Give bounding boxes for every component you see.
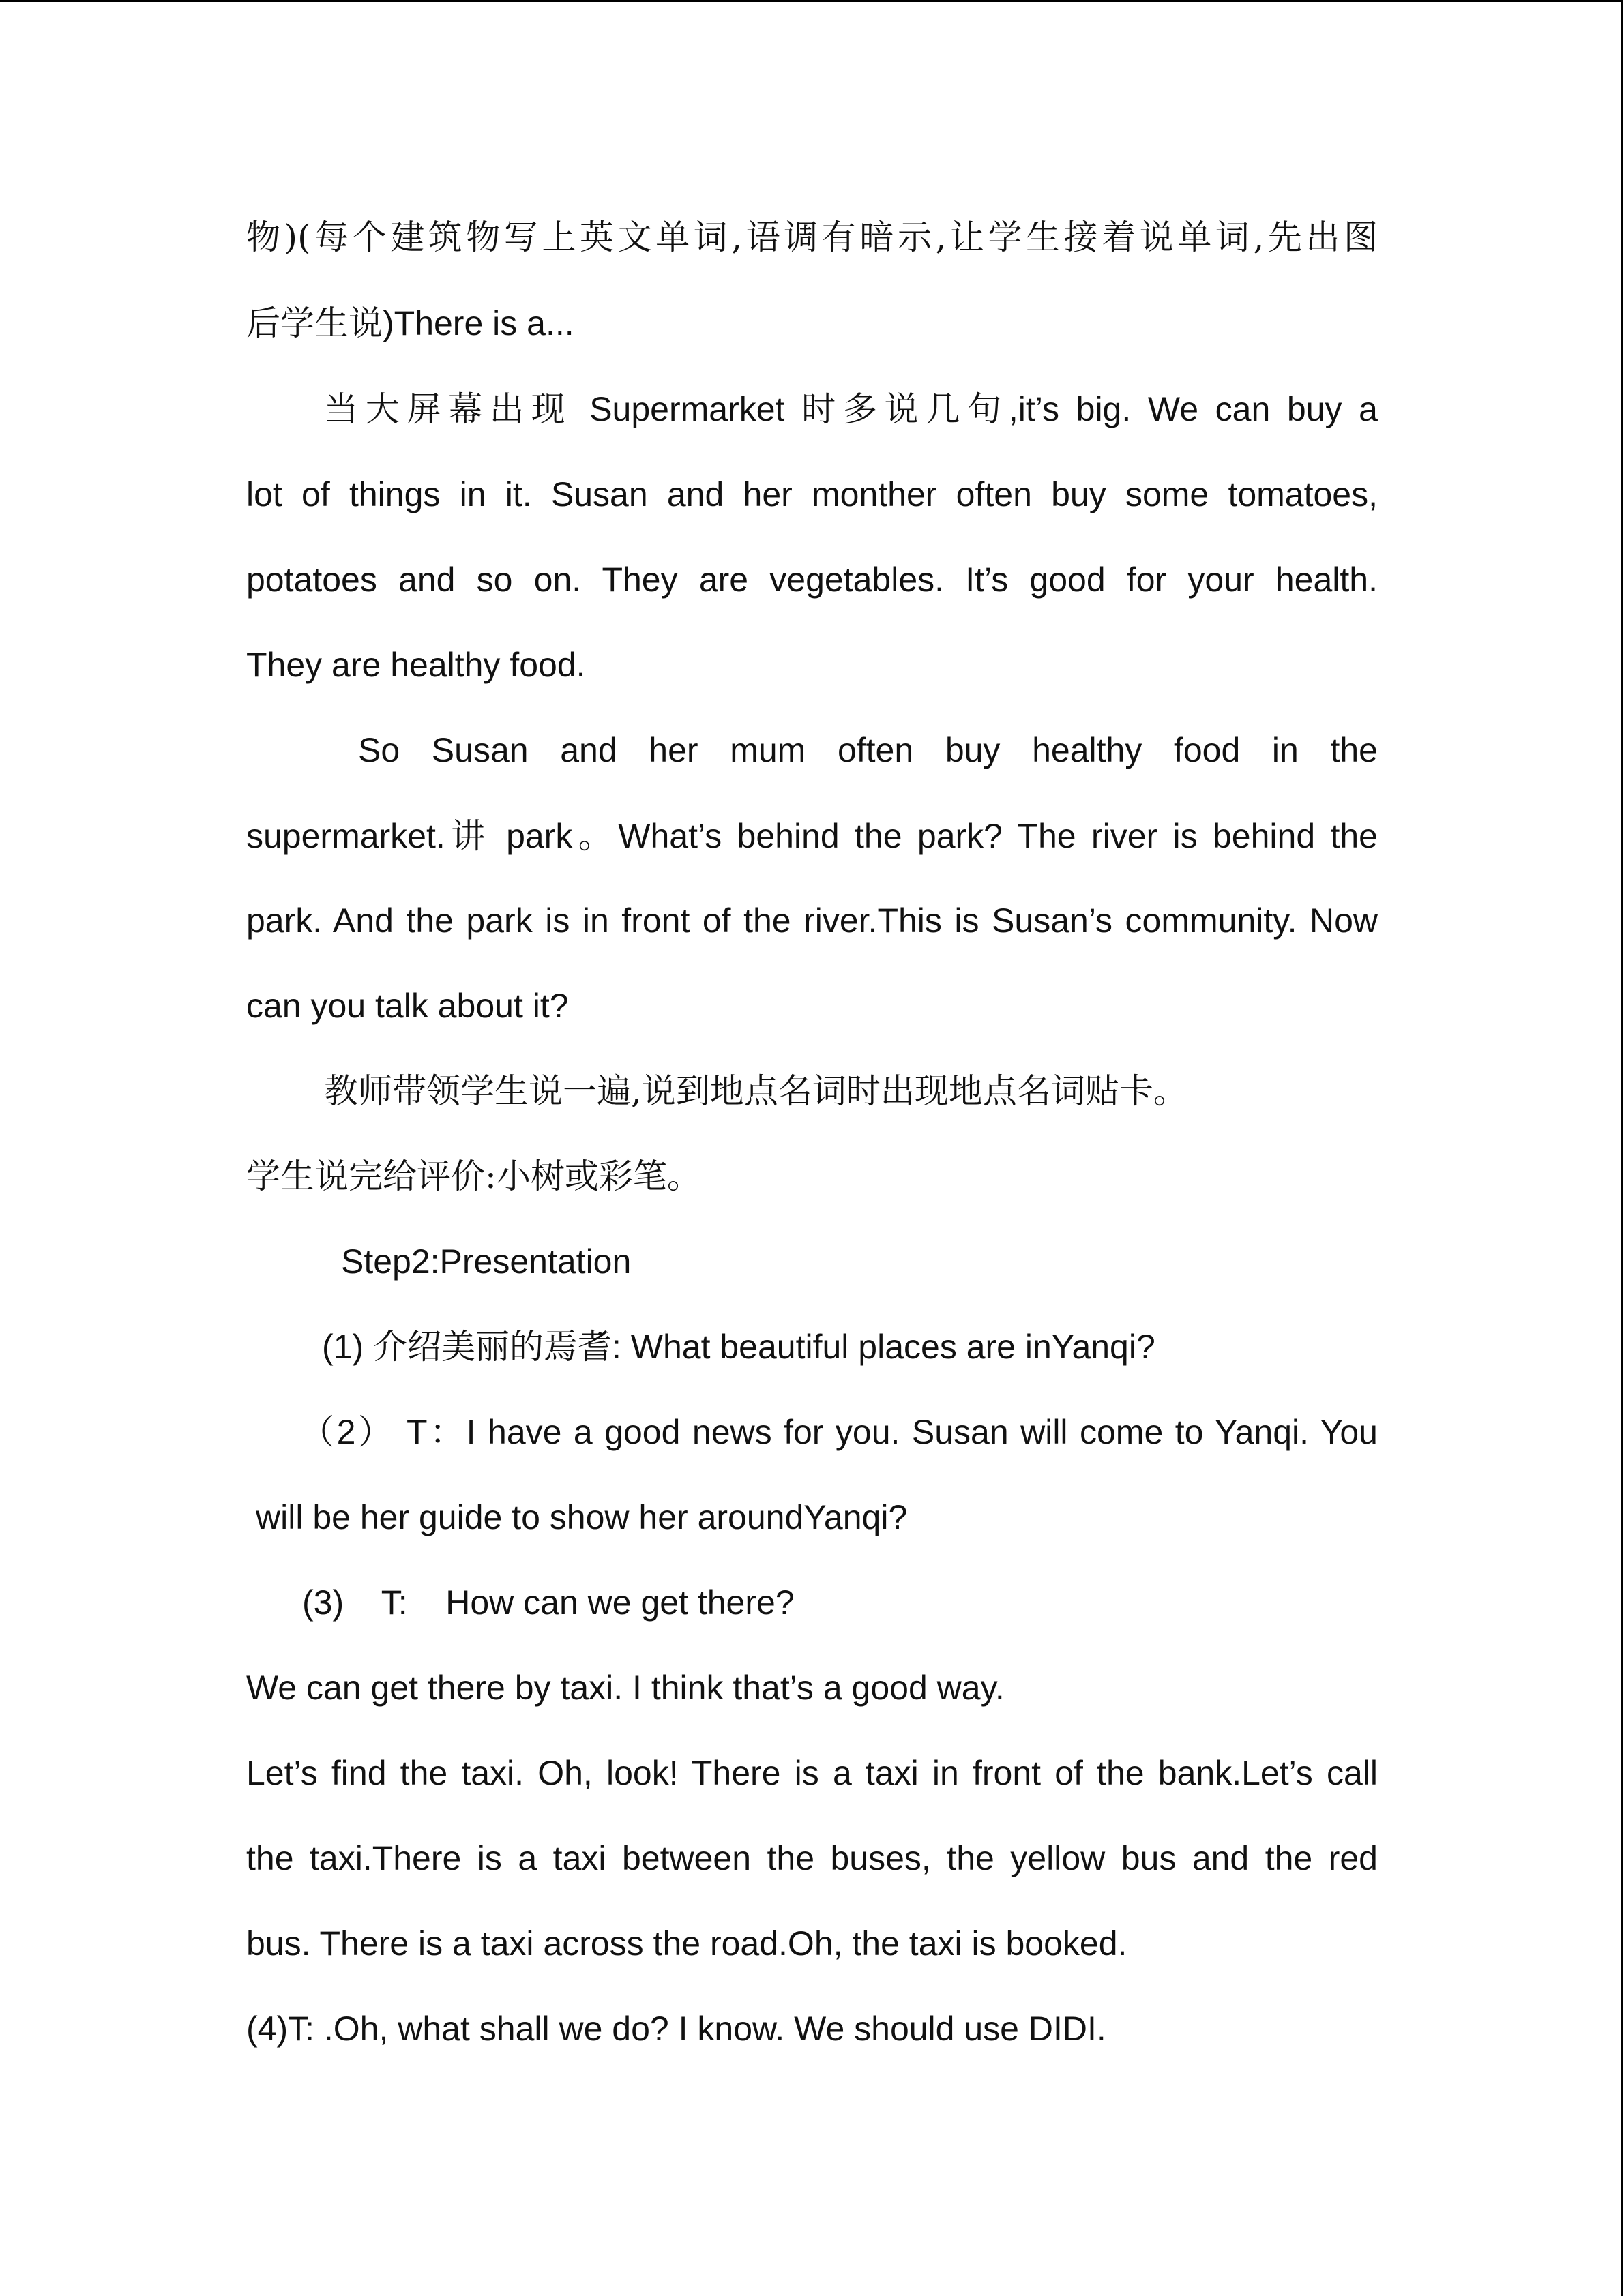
text-line-9: park. And the park is in front of the river.This is Susan’s community. Now bbox=[246, 901, 1378, 940]
text-line-21: bus. There is a taxi across the road.Oh, the taxi is booked. bbox=[246, 1924, 1127, 1963]
text-line-1: 物)(每个建筑物写上英文单词,语调有暗示,让学生接着说单词,先出图 bbox=[246, 218, 1378, 257]
text-line-2: 后学生说)There is a... bbox=[246, 304, 574, 342]
text-line-3: 当大屏幕出现 Supermarket 时多说几句,it’s big. We can buy a bbox=[324, 390, 1378, 428]
text-line-19: Let’s find the taxi. Oh, look! There is a taxi in front of the bank.Let’s call bbox=[246, 1754, 1378, 1792]
text-line-6: They are healthy food. bbox=[246, 646, 586, 684]
list-item-1: (1) 介绍美丽的焉耆: What beautiful places are inYanqi? bbox=[322, 1328, 1155, 1366]
text-line-10: can you talk about it? bbox=[246, 987, 569, 1025]
text-line-7: So Susan and her mum often buy healthy food in the bbox=[358, 731, 1378, 769]
list-item-2: （2） T：I have a good news for you. Susan will come to Yanqi. You bbox=[300, 1413, 1378, 1451]
step-heading: Step2:Presentation bbox=[341, 1242, 632, 1281]
text-line-8: supermarket.讲 park。What’s behind the park? The river is behind the bbox=[246, 817, 1378, 855]
list-item-4: (4)T: .Oh, what shall we do? I know. We should use DIDI. bbox=[246, 2010, 1106, 2048]
text-line-20: the taxi.There is a taxi between the buses, the yellow bus and the red bbox=[246, 1839, 1378, 1877]
text-line-11: 教师带领学生说一遍,说到地点名词时出现地点名词贴卡。 bbox=[324, 1071, 1187, 1111]
list-item-3: (3) T: How can we get there? bbox=[302, 1583, 795, 1622]
list-item-2-continued: will be her guide to show her aroundYanqi? bbox=[256, 1498, 908, 1536]
text-line-12: 学生说完给评价:小树或彩笔。 bbox=[246, 1157, 701, 1196]
text-line-18: We can get there by taxi. I think that’s a good way. bbox=[246, 1669, 1005, 1707]
text-line-5: potatoes and so on. They are vegetables. It’s good for your health. bbox=[246, 561, 1378, 599]
text-line-4: lot of things in it. Susan and her monther often buy some tomatoes, bbox=[246, 475, 1378, 513]
